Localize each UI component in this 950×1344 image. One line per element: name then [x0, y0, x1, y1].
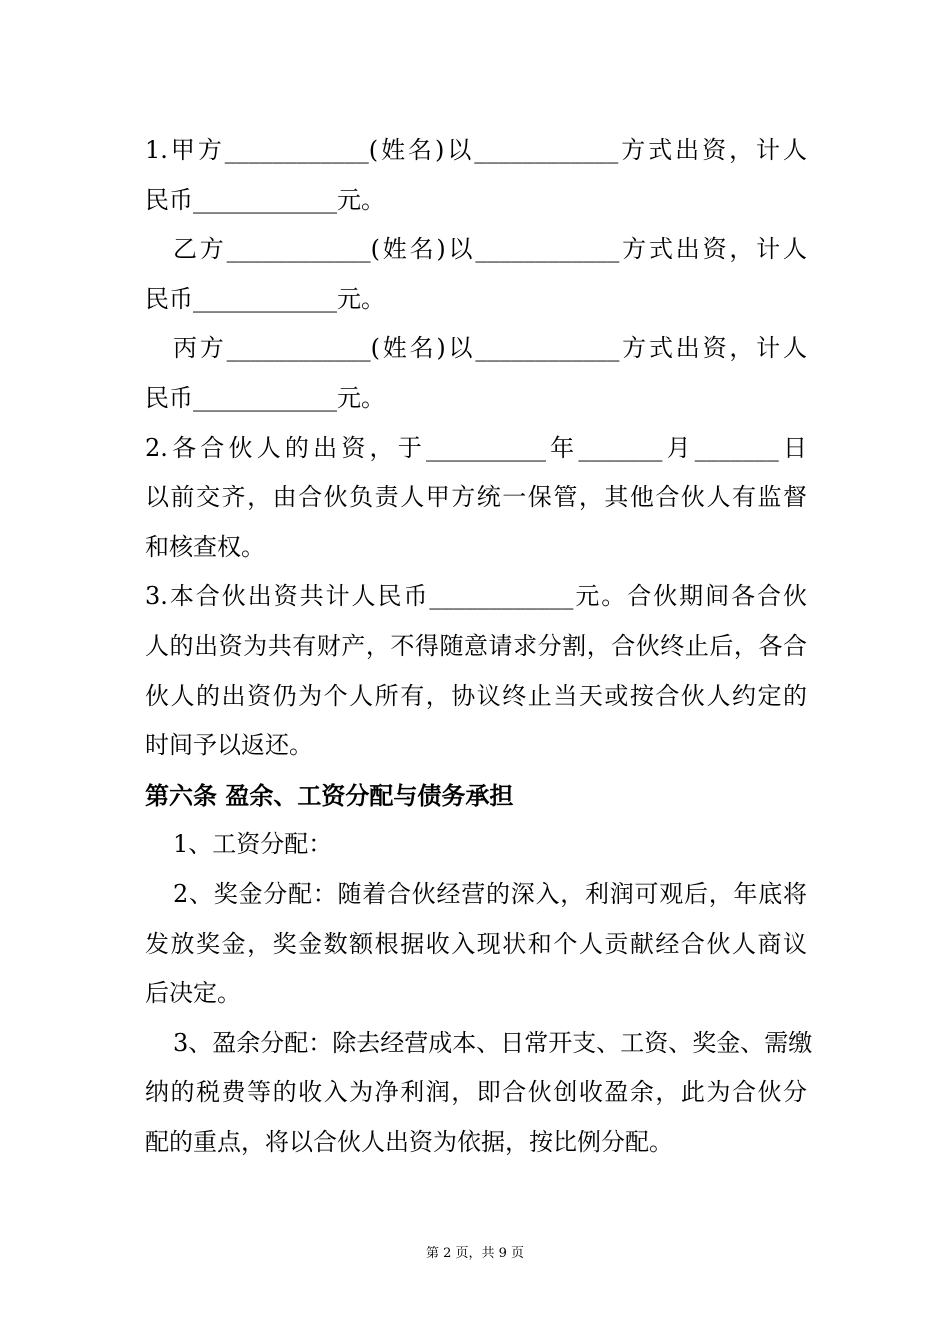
paragraph-line: 民币____________元。 [145, 383, 385, 412]
paragraph-line: 3、盈余分配：除去经营成本、日常开支、工资、奖金、需缴 [173, 1028, 813, 1057]
page-number: 第 2 页，共 9 页 [425, 1246, 525, 1261]
paragraph-line: 人的出资为共有财产，不得随意请求分割，合伙终止后，各合 [145, 631, 807, 660]
paragraph-line: 发放奖金，奖金数额根据收入现状和个人贡献经合伙人商议 [145, 929, 807, 958]
paragraph-line: 2、奖金分配：随着合伙经营的深入，利润可观后，年底将 [173, 879, 807, 908]
paragraph-line: 时间予以返还。 [145, 731, 313, 760]
paragraph-line: 民币____________元。 [145, 284, 385, 313]
paragraph-line: 丙方____________(姓名)以____________方式出资，计人 [173, 334, 807, 363]
paragraph-line: 配的重点，将以合伙人出资为依据，按比例分配。 [145, 1127, 673, 1156]
paragraph-line: 以前交齐，由合伙负责人甲方统一保管，其他合伙人有监督 [145, 483, 807, 512]
paragraph-line: 1、工资分配： [173, 830, 333, 859]
section-heading: 第六条 盈余、工资分配与债务承担 [145, 780, 514, 810]
paragraph-line: 纳的税费等的收入为净利润，即合伙创收盈余，此为合伙分 [145, 1078, 807, 1107]
paragraph-line: 2.各合伙人的出资，于__________年_______月_______日 [145, 433, 807, 462]
paragraph-line: 后决定。 [145, 979, 241, 1008]
paragraph-line: 民币____________元。 [145, 185, 385, 214]
paragraph-line: 1.甲方____________(姓名)以____________方式出资，计人 [145, 136, 807, 164]
paragraph-line: 3.本合伙出资共计人民币____________元。合伙期间各合伙 [145, 582, 807, 611]
paragraph-line: 伙人的出资仍为个人所有，协议终止当天或按合伙人约定的 [145, 681, 807, 710]
paragraph-line: 乙方____________(姓名)以____________方式出资，计人 [173, 235, 807, 264]
document-body [145, 126, 813, 1167]
paragraph-line: 和核查权。 [145, 532, 265, 561]
